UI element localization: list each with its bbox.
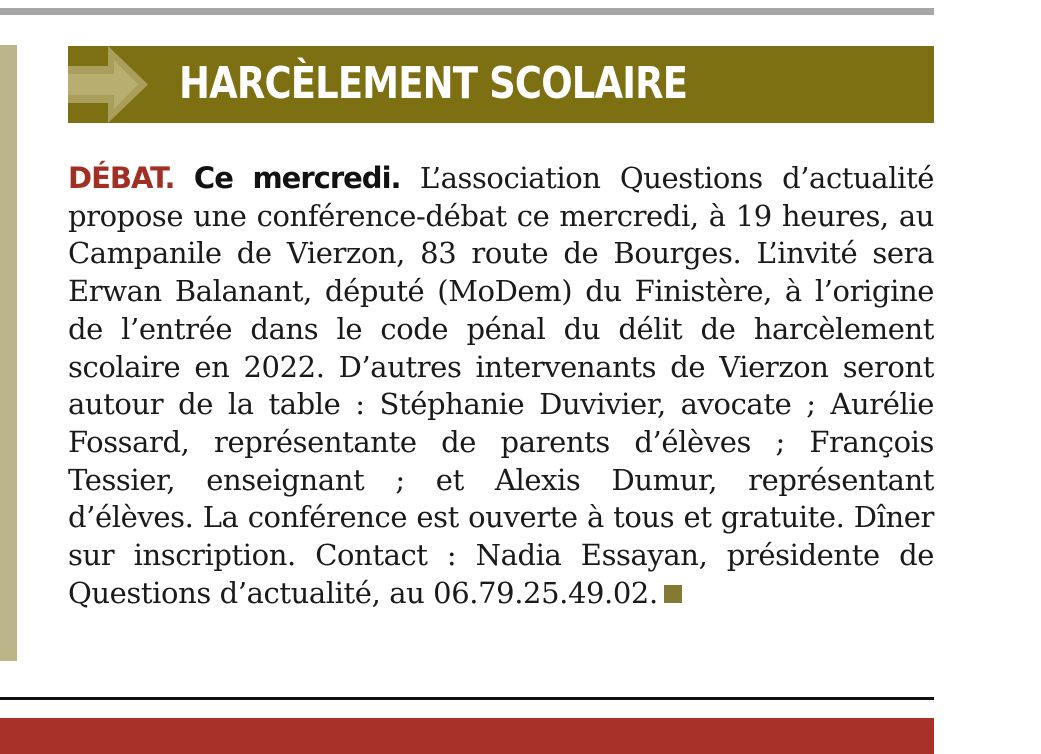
- section-title: HARCÈLEMENT SCOLAIRE: [179, 58, 688, 109]
- article-body: [68, 160, 934, 612]
- article-kicker: DÉBAT.: [68, 161, 175, 195]
- section-header: [68, 46, 934, 123]
- bottom-band: [0, 718, 934, 754]
- bottom-rule: [0, 697, 934, 700]
- top-rule: [0, 8, 934, 15]
- article-text: L’association Questions d’actualité propose une conférence-débat ce mercredi, à 19 heures, au Campanile de Vierzon, 83 route de Bourges. L’invité sera Erwan Balanant, député (MoDem) du Finistère, à l’origine de l’entrée dans le code pénal du délit de harcèlement scolaire en 2022. D’autres intervenants de Vierzon seront autour de la table : Stéphanie Duvivier, avocate ; Aurélie Fossard, représentante de parents d’élèves ; François Tessier, enseignant ; et Alexis Dumur, représentant d’élèves. La conférence est ouverte à tous et gratuite. Dîner sur inscription. Contact : Nadia Essayan, présidente de Questions d’actualité, au 06.79.25.49.02.: [68, 161, 934, 610]
- side-accent-bar: [0, 45, 17, 661]
- arrow-right-icon: [68, 46, 158, 123]
- end-square-icon: [664, 585, 682, 603]
- article-lead: Ce mercredi.: [193, 161, 401, 195]
